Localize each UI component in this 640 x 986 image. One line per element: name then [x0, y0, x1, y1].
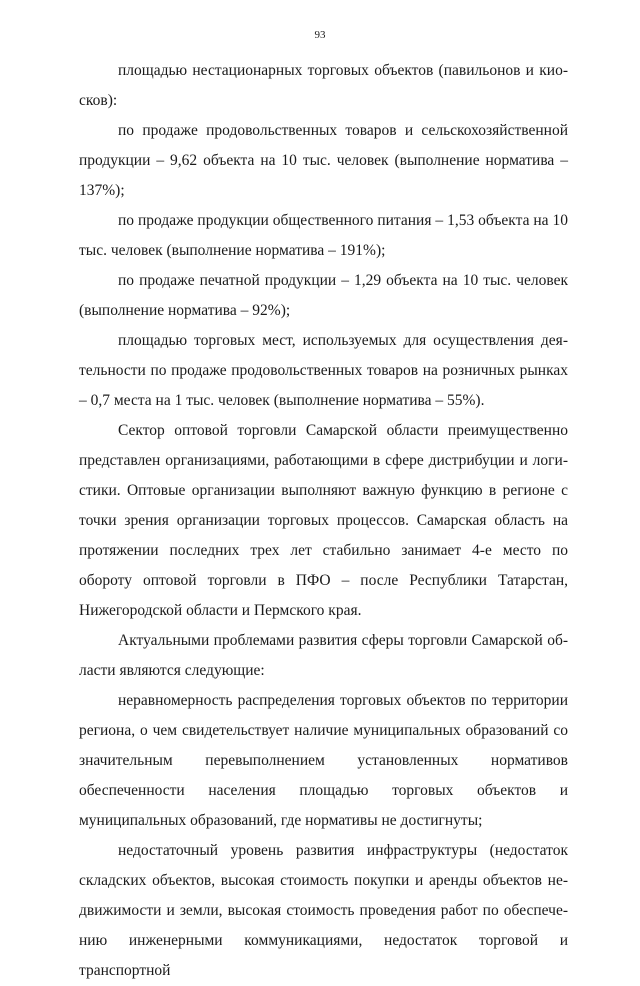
paragraph: по продаже продовольственных товаров и сельскохозяйственной продукции – 9,62 объекта на 10 тыс. человек (выполнение норматива – 137%); — [79, 122, 568, 199]
paragraph: недостаточный уровень развития инфраструктуры (недостаток складских объектов, высокая стоимость покупки и аренды объектов недвижимости и земли, высокая стоимость проведения работ по обеспечению инженерными коммуникациями, недостаток торговой и транспортной — [79, 842, 568, 979]
paragraph: площадью нестационарных торговых объектов (павильонов и киосков): — [79, 62, 568, 109]
paragraph: площадью торговых мест, используемых для осуществления деятельности по продаже продовольственных товаров на розничных рынках – 0,7 места на 1 тыс. человек (выполнение норматива – 55%). — [79, 332, 568, 409]
paragraph: Актуальными проблемами развития сферы торговли Самарской области являются следующие: — [79, 632, 568, 679]
paragraph: по продаже продукции общественного питания – 1,53 объекта на 10 тыс. человек (выполнение норматива – 191%); — [79, 212, 568, 259]
body-text — [79, 56, 568, 986]
paragraph: по продаже печатной продукции – 1,29 объекта на 10 тыс. человек (выполнение норматива – 92%); — [79, 272, 568, 319]
paragraph: Сектор оптовой торговли Самарской области преимущественно представлен организациями, работающими в сфере дистрибуции и логистики. Оптовые организации выполняют важную функцию в регионе с точки зрения организации торговых процессов. Самарская область на протяжении последних трех лет стабильно занимает 4-е место по обороту оптовой торговли в ПФО – после Республики Татарстан, Нижегородской области и Пермского края. — [79, 422, 568, 619]
page-number: 93 — [314, 29, 326, 41]
paragraph: неравномерность распределения торговых объектов по территории региона, о чем свидетельствует наличие муниципальных образований со значительным перевыполнением установленных нормативов обеспеченности населения площадью торговых объектов и муниципальных образований, где нормативы не достигнуты; — [79, 692, 568, 829]
